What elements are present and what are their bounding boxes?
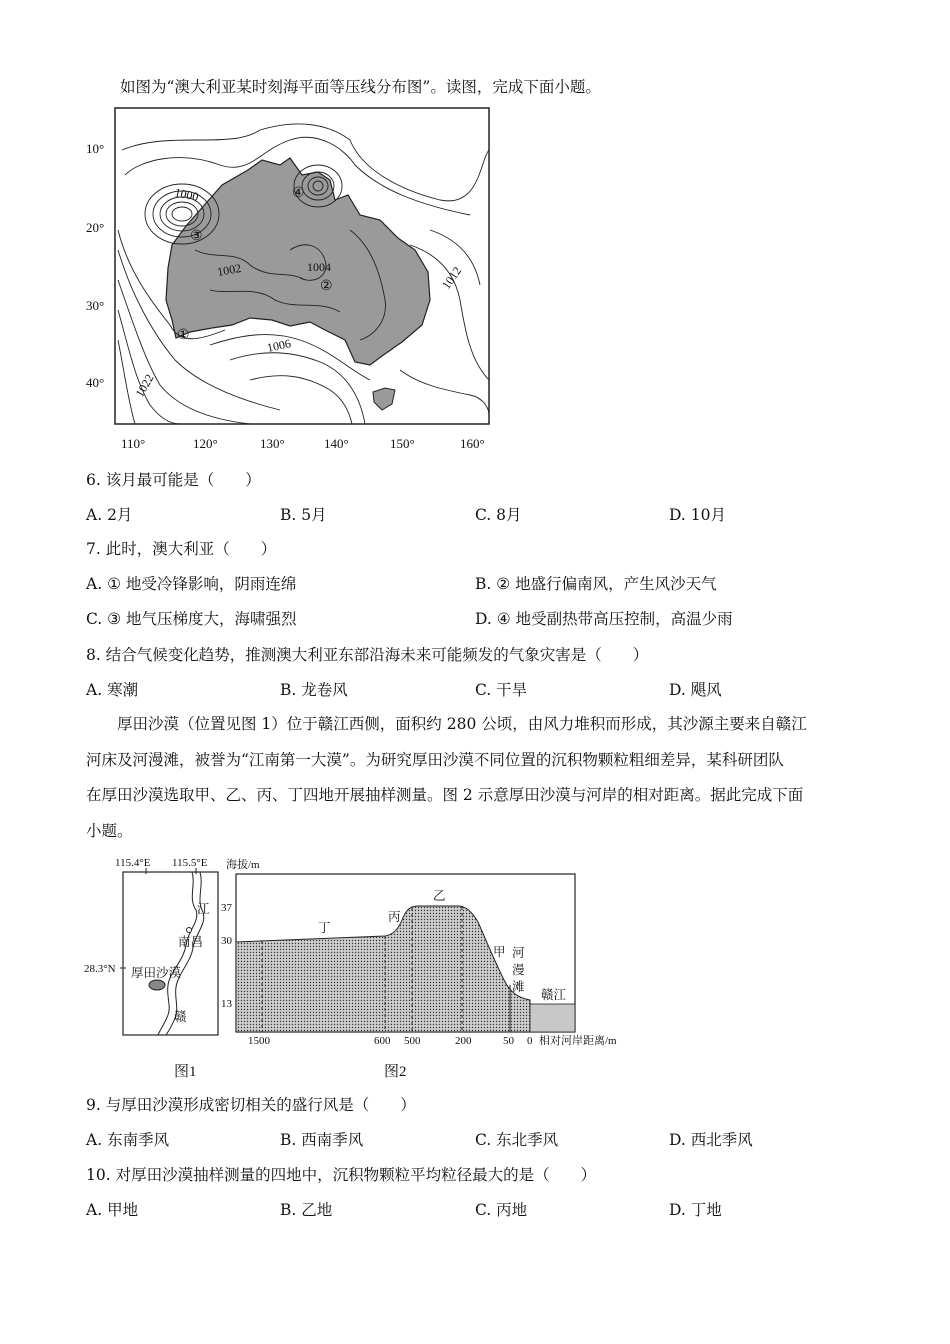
isobar-label: 1012 — [438, 264, 465, 292]
option-8a[interactable]: A. 寒潮 — [86, 681, 139, 699]
fig1-lon-label: 115.5°E — [172, 857, 208, 869]
option-10b[interactable]: B. 乙地 — [280, 1201, 333, 1219]
fig1-caption: 图1 — [174, 1064, 197, 1080]
fig2-x-tick: 500 — [404, 1035, 421, 1047]
question-8-stem: 8. 结合气候变化趋势，推测澳大利亚东部沿海未来可能频发的气象灾害是（ ） — [86, 646, 649, 664]
fig2-y-tick: 37 — [221, 902, 232, 914]
fig2-x-tick: 50 — [503, 1035, 514, 1047]
fig2-y-tick: 13 — [221, 998, 232, 1010]
lat-label: 40° — [86, 375, 105, 390]
fig2-x-axis-title: 相对河岸距离/m — [539, 1035, 617, 1047]
intro-text-1: 如图为“澳大利亚某时刻海平面等压线分布图”。读图，完成下面小题。 — [120, 78, 601, 96]
isobar-label: 1000 — [173, 185, 200, 204]
question-6-stem: 6. 该月最可能是（ ） — [86, 471, 261, 489]
fig2-label-tan: 滩 — [512, 980, 525, 994]
fig2-label-yi: 乙 — [433, 889, 446, 903]
option-9a[interactable]: A. 东南季风 — [86, 1131, 170, 1149]
fig2-x-tick: 1500 — [248, 1035, 270, 1047]
lat-label: 30° — [86, 298, 105, 313]
isobar-label: 1006 — [265, 336, 293, 355]
fig2-label-jia: 甲 — [493, 945, 506, 959]
fig2-label-he: 河 — [512, 946, 525, 960]
lon-label: 140° — [324, 436, 349, 451]
option-7b[interactable]: B. ② 地盛行偏南风，产生风沙天气 — [475, 575, 717, 593]
option-7d[interactable]: D. ④ 地受副热带高压控制，高温少雨 — [475, 610, 733, 628]
question-10-stem: 10. 对厚田沙漠抽样测量的四地中，沉积物颗粒平均粒径最大的是（ ） — [86, 1166, 597, 1184]
australia-isobar-map — [80, 100, 510, 460]
option-10c[interactable]: C. 丙地 — [475, 1201, 528, 1219]
lon-label: 160° — [460, 436, 485, 451]
lon-label: 120° — [193, 436, 218, 451]
isobar-label: 1004 — [307, 260, 331, 274]
option-8c[interactable]: C. 干旱 — [475, 681, 528, 699]
fig1-label-desert: 厚田沙漠 — [131, 966, 182, 980]
lat-label: 20° — [86, 220, 105, 235]
option-10d[interactable]: D. 丁地 — [669, 1201, 722, 1219]
fig2-x-tick: 200 — [455, 1035, 472, 1047]
lon-label: 150° — [390, 436, 415, 451]
point-marker-1: ① — [177, 328, 190, 343]
point-marker-2: ② — [320, 279, 333, 294]
fig1-lat-label: 28.3°N — [84, 963, 116, 975]
fig2-label-ganjiang: 赣江 — [541, 988, 567, 1002]
point-marker-3: ③ — [190, 229, 203, 244]
fig2-x-tick: 0 — [527, 1035, 533, 1047]
fig1-label-jiang: 江 — [197, 902, 210, 916]
option-6c[interactable]: C. 8月 — [475, 506, 522, 524]
isobar-label: 1002 — [216, 260, 243, 279]
fig1-label-nanchang: 南昌 — [178, 935, 204, 949]
option-8b[interactable]: B. 龙卷风 — [280, 681, 348, 699]
fig2-label-ding: 丁 — [318, 921, 331, 935]
lon-label: 130° — [260, 436, 285, 451]
fig2-label-bing: 丙 — [388, 910, 401, 924]
lat-label: 10° — [86, 141, 105, 156]
figure-2-cross-section — [215, 852, 640, 1084]
lon-label: 110° — [121, 436, 146, 451]
option-8d[interactable]: D. 飓风 — [669, 681, 722, 699]
isobar-label: 1022 — [132, 371, 157, 400]
option-9c[interactable]: C. 东北季风 — [475, 1131, 559, 1149]
question-9-stem: 9. 与厚田沙漠形成密切相关的盛行风是（ ） — [86, 1096, 416, 1114]
option-6d[interactable]: D. 10月 — [669, 506, 726, 524]
option-9b[interactable]: B. 西南季风 — [280, 1131, 364, 1149]
fig1-label-gan: 赣 — [174, 1010, 187, 1024]
option-6a[interactable]: A. 2月 — [86, 506, 133, 524]
option-10a[interactable]: A. 甲地 — [86, 1201, 139, 1219]
fig2-caption: 图2 — [384, 1064, 407, 1080]
figure-1-location-map — [80, 852, 230, 1084]
fig2-x-tick: 600 — [374, 1035, 391, 1047]
option-7a[interactable]: A. ① 地受冷锋影响，阴雨连绵 — [86, 575, 297, 593]
option-7c[interactable]: C. ③ 地气压梯度大，海啸强烈 — [86, 610, 297, 628]
option-9d[interactable]: D. 西北季风 — [669, 1131, 753, 1149]
fig2-label-man: 漫 — [512, 963, 525, 977]
option-6b[interactable]: B. 5月 — [280, 506, 327, 524]
point-marker-4: ④ — [292, 186, 305, 201]
question-7-stem: 7. 此时，澳大利亚（ ） — [86, 540, 277, 558]
fig1-lon-label: 115.4°E — [115, 857, 151, 869]
fig2-y-tick: 30 — [221, 935, 232, 947]
fig2-y-axis-title: 海拔/m — [226, 859, 260, 871]
intro-text-2: 厚田沙漠（位置见图 1）位于赣江西侧，面积约 280 公顷，由风力堆积而形成，其沙源主要来自赣江 河床及河漫滩，被誉为“江南第一大漠”。为研究厚田沙漠不同位置的沉积物颗粒粗细差异，某科研团队 在厚田沙漠选取甲、乙、丙、丁四地开展抽样测量。图 2 示意厚田沙漠与河岸的相对距离。据此完成下面 小题。 — [86, 715, 807, 840]
